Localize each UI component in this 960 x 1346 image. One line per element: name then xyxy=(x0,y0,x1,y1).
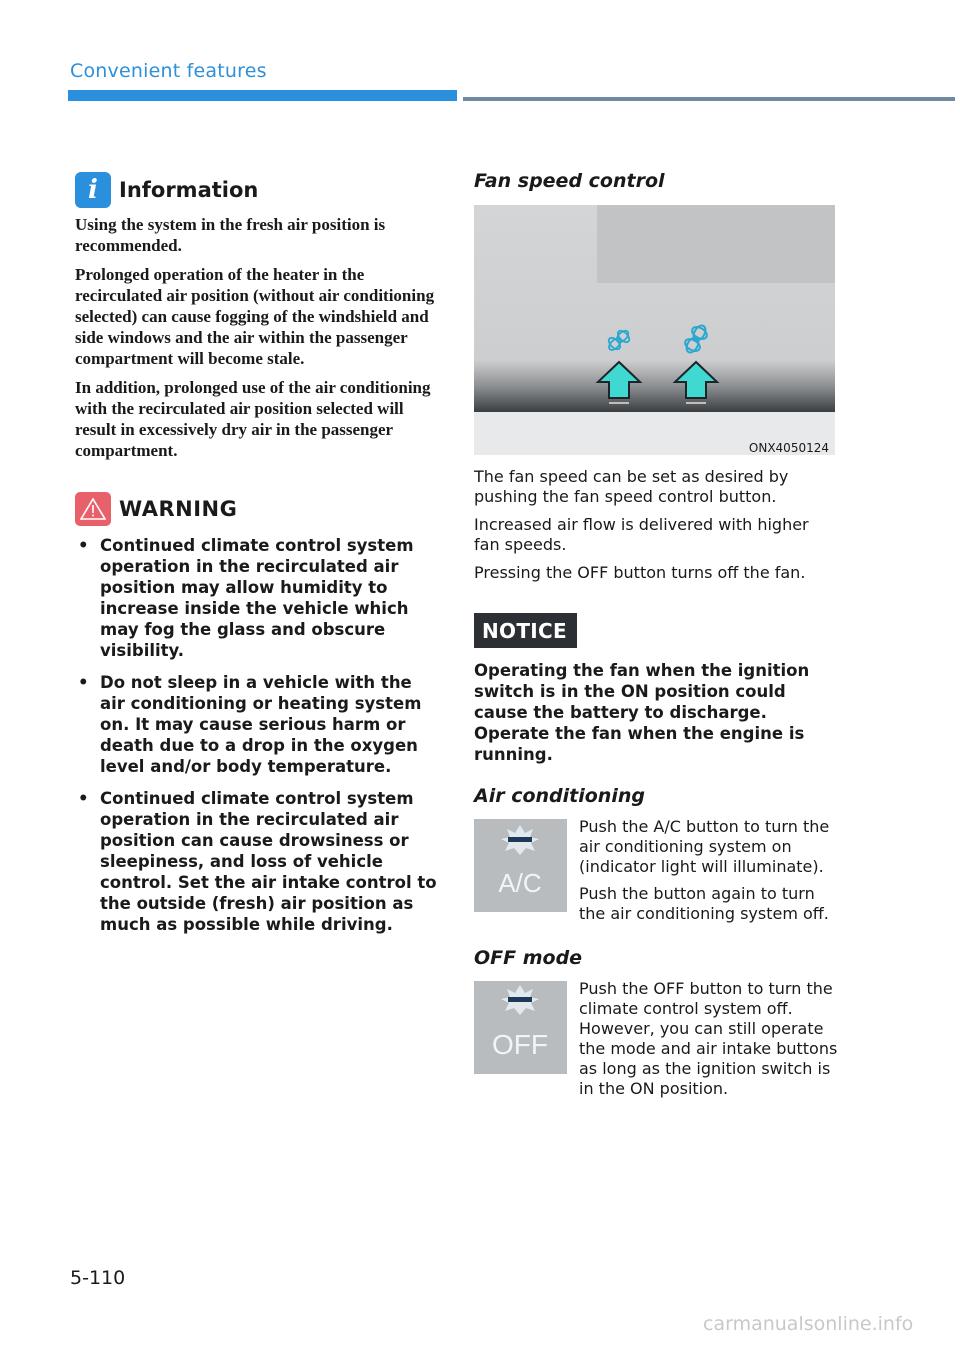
header-bar-accent xyxy=(68,90,457,101)
info-title: Information xyxy=(119,178,259,202)
warning-item: • Continued climate control system operation in the recirculated air position can cause drowsiness or sleepiness, and loss of vehicle control. Set the air intake control to the outside (fresh) air position as much as possible while driving. xyxy=(75,788,440,935)
ac-paragraph: Push the button again to turn the air conditioning system off. xyxy=(579,884,829,923)
off-description xyxy=(579,979,839,1106)
section-title: Convenient features xyxy=(70,60,267,82)
fan-paragraph: Pressing the OFF button turns off the fan. xyxy=(474,563,806,582)
fan-low-icon xyxy=(607,329,632,352)
fan-heading: Fan speed control xyxy=(474,170,665,192)
fan-illustration xyxy=(474,205,835,455)
off-feature xyxy=(474,979,839,1106)
fan-high-icon xyxy=(683,324,709,355)
warning-title: WARNING xyxy=(119,497,238,521)
warning-icon xyxy=(75,492,111,526)
image-code: ONX4050124 xyxy=(748,441,829,455)
info-heading xyxy=(75,170,440,210)
off-paragraph: Push the OFF button to turn the climate control system off. However, you can still operate the mode and air intake buttons as long as the ignition switch is in the ON position. xyxy=(579,979,838,1098)
right-column xyxy=(474,170,839,1106)
warning-item: • Do not sleep in a vehicle with the air conditioning or heating system on. It may cause serious harm or death due to a drop in the oxygen level and/or body temperature. xyxy=(75,672,440,777)
fan-paragraph: Increased air flow is delivered with higher fan speeds. xyxy=(474,515,809,554)
ac-heading: Air conditioning xyxy=(474,785,645,807)
notice-badge: NOTICE xyxy=(474,613,577,648)
indicator-light-icon xyxy=(501,985,539,1015)
page-number: 5-110 xyxy=(70,1267,126,1289)
left-column xyxy=(75,170,440,946)
arrow-up-icon xyxy=(598,362,640,403)
info-paragraph: In addition, prolonged use of the air conditioning with the recirculated air position selected will result in excessively dry air in the passenger compartment. xyxy=(75,378,431,460)
info-icon: i xyxy=(75,172,111,208)
off-heading: OFF mode xyxy=(474,947,583,969)
header-bar-rule xyxy=(463,97,955,101)
warning-list xyxy=(75,535,440,935)
fan-control-image xyxy=(474,205,835,455)
notice-text: Operating the fan when the ignition switch is in the ON position could cause the battery to discharge. Operate the fan when the engine is running. xyxy=(474,661,810,764)
arrow-up-icon xyxy=(675,362,717,403)
info-paragraph: Using the system in the fresh air position is recommended. xyxy=(75,215,386,255)
ac-paragraph: Push the A/C button to turn the air conditioning system on (indicator light will illuminate). xyxy=(579,817,830,876)
ac-feature xyxy=(474,817,839,931)
info-paragraph: Prolonged operation of the heater in the recirculated air position (without air conditioning selected) can cause fogging of the windshield and side windows and the air within the passenger compartment will become stale. xyxy=(75,265,435,368)
warning-item: • Continued climate control system operation in the recirculated air position may allow humidity to increase inside the vehicle which may fog the glass and obscure visibility. xyxy=(75,535,440,661)
indicator-light-icon xyxy=(501,825,539,855)
off-button-image xyxy=(474,981,567,1074)
fan-paragraph: The fan speed can be set as desired by pushing the fan speed control button. xyxy=(474,467,789,506)
watermark: carmanualsonline.info xyxy=(703,1313,914,1335)
ac-description xyxy=(579,817,839,931)
off-button-label: OFF xyxy=(492,1029,548,1060)
ac-button-image xyxy=(474,819,567,912)
ac-button-label: A/C xyxy=(498,868,542,898)
warning-heading xyxy=(75,491,440,527)
